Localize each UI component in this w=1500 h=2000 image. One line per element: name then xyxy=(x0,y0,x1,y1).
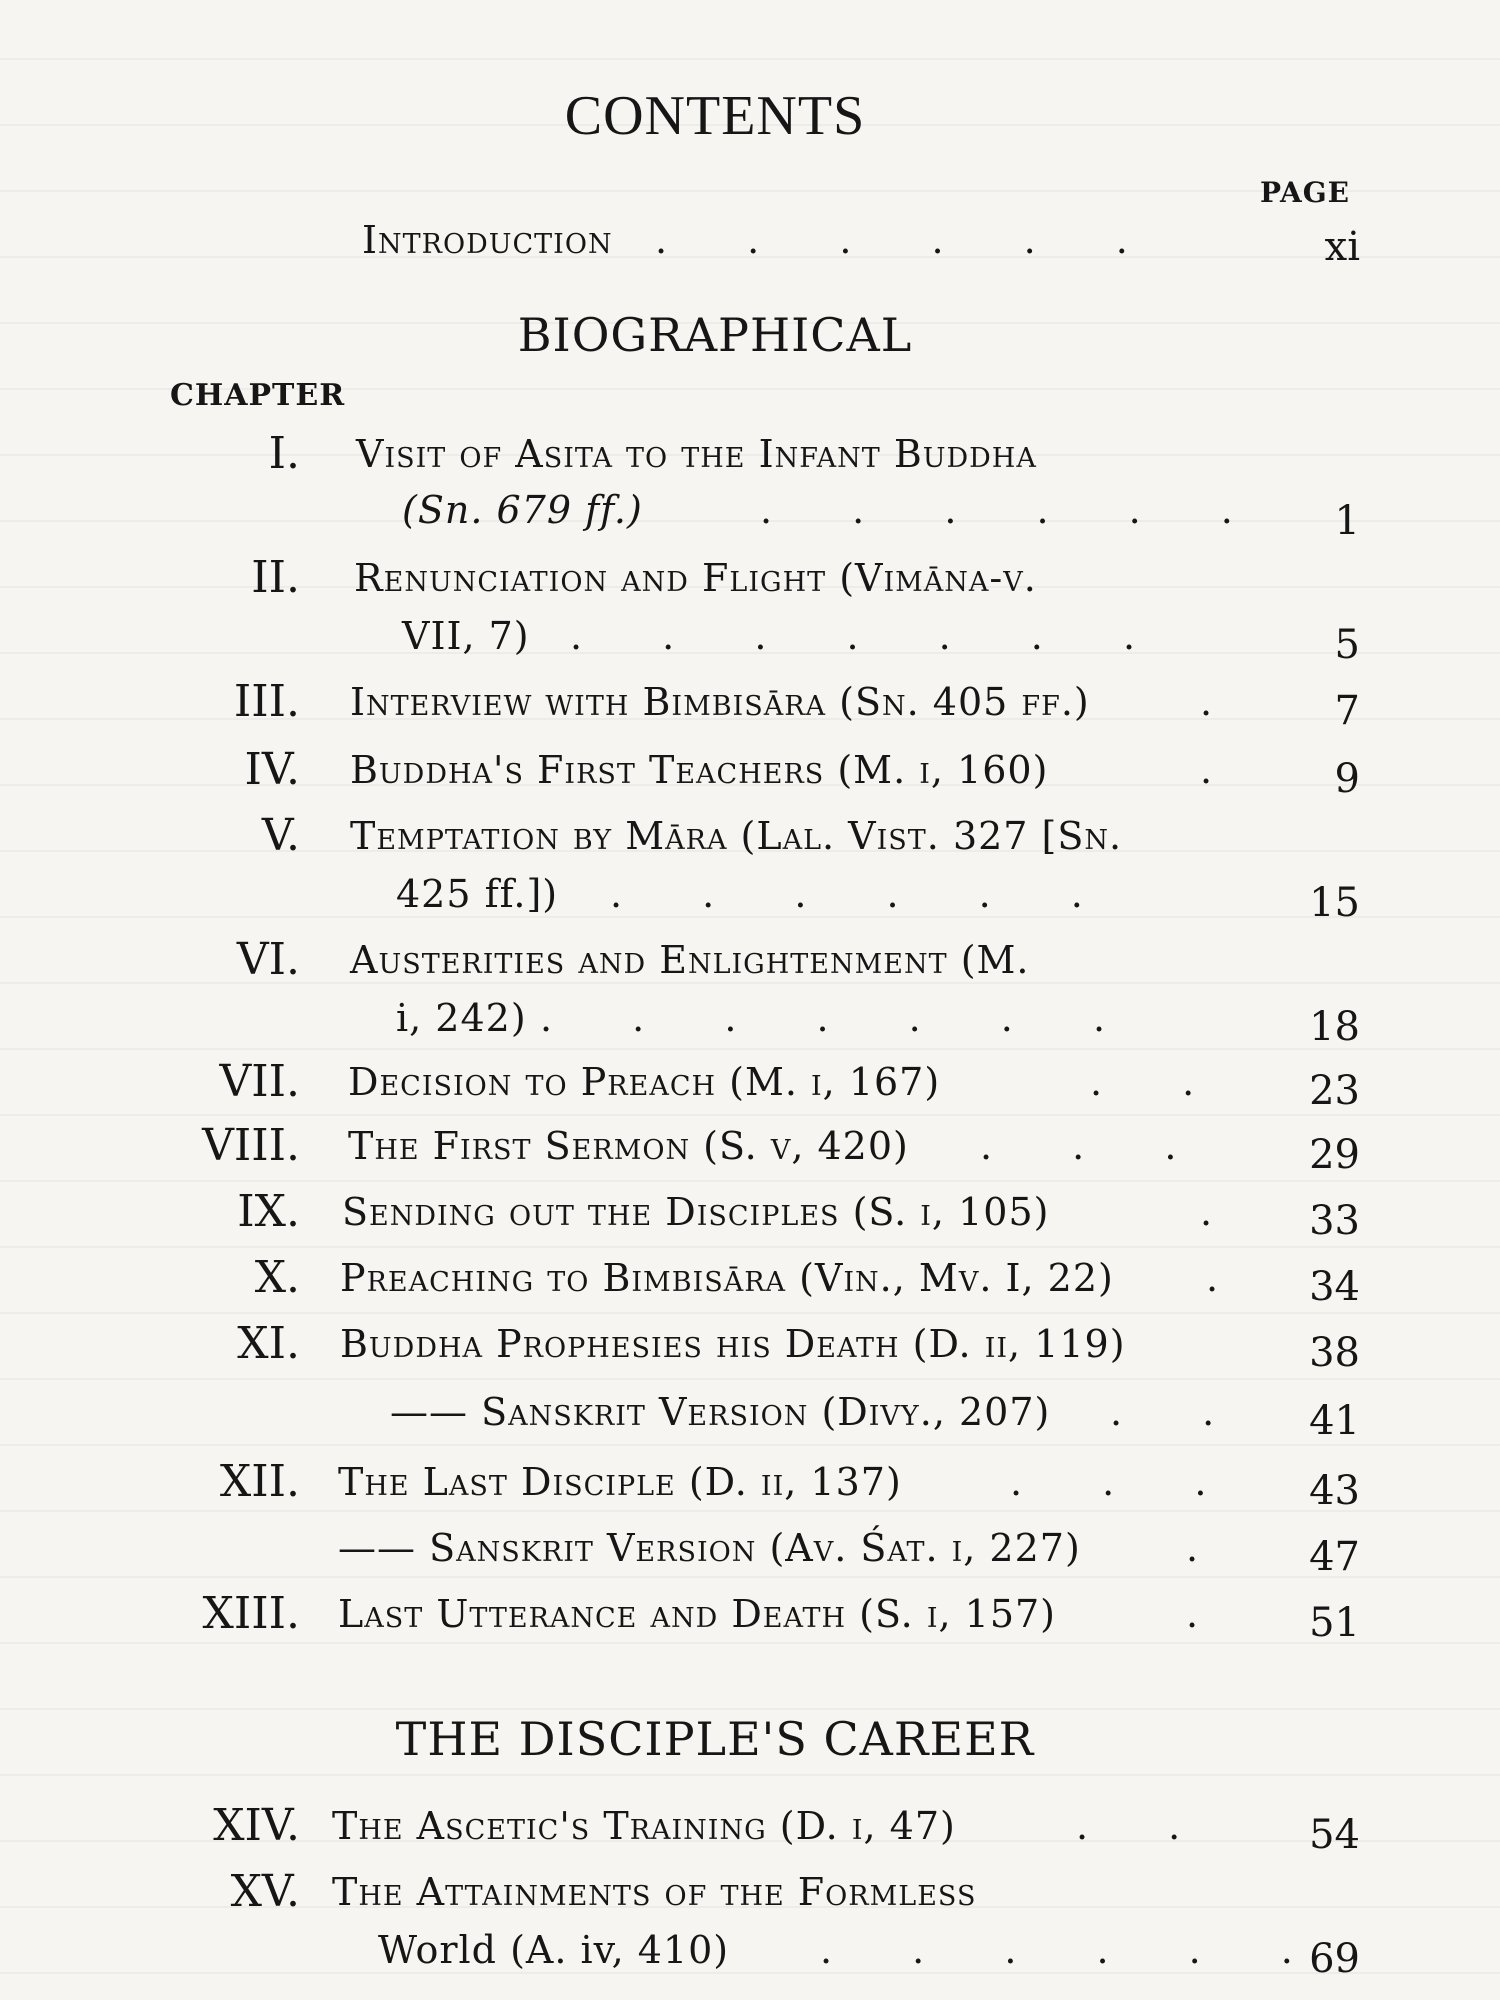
entry-title: —— Sanskrit Version (Av. Śat. i, 227) xyxy=(338,1526,1081,1570)
entry-page: 47 xyxy=(1309,1534,1360,1580)
entry-page: 18 xyxy=(1309,1004,1360,1050)
entry-title: Last Utterance and Death (S. i, 157) xyxy=(338,1592,1056,1636)
chapter-number: II. xyxy=(251,552,300,603)
chapter-number: X. xyxy=(254,1252,300,1303)
leader-dots: . xyxy=(1200,1190,1247,1234)
entry-page: 43 xyxy=(1309,1468,1360,1514)
chapter-number: XII. xyxy=(219,1456,300,1507)
chapter-number: VIII. xyxy=(202,1120,300,1171)
entry-title: Introduction xyxy=(362,218,613,262)
page-title: CONTENTS xyxy=(564,85,866,147)
leader-dots: . . . . . . xyxy=(820,1928,1327,1972)
entry-page: 51 xyxy=(1309,1600,1360,1646)
chapter-number: IX. xyxy=(237,1186,300,1237)
leader-dots: . xyxy=(1186,1526,1233,1570)
entry-title: Buddha Prophesies his Death (D. ii, 119) xyxy=(340,1322,1126,1366)
entry-page: 1 xyxy=(1334,498,1360,544)
entry-page: 23 xyxy=(1309,1068,1360,1114)
entry-title: Austerities and Enlightenment (M. xyxy=(350,938,1030,982)
leader-dots: . xyxy=(1206,1256,1253,1300)
entry-page: 34 xyxy=(1309,1264,1360,1310)
entry-title: Interview with Bimbisāra (Sn. 405 ff.) xyxy=(350,680,1090,724)
entry-title: Preaching to Bimbisāra (Vin., Mv. I, 22) xyxy=(340,1256,1114,1300)
entry-page: 5 xyxy=(1334,622,1360,668)
chapter-number: VI. xyxy=(236,934,300,985)
page-column-label: PAGE xyxy=(1260,176,1350,209)
leader-dots: . . . xyxy=(1010,1460,1241,1504)
leader-dots: . . . . . . xyxy=(610,872,1117,916)
entry-reference: 425 ff.]) xyxy=(396,872,559,916)
entry-title: Renunciation and Flight (Vimāna-v. xyxy=(354,556,1037,600)
entry-page: 33 xyxy=(1309,1198,1360,1244)
chapter-number: XIII. xyxy=(202,1588,300,1639)
section-heading-career: THE DISCIPLE'S CAREER xyxy=(395,1712,1035,1766)
section-heading-biographical: BIOGRAPHICAL xyxy=(517,308,913,362)
chapter-number: XV. xyxy=(230,1866,300,1917)
entry-title: Visit of Asita to the Infant Buddha xyxy=(356,432,1037,476)
entry-title: The Ascetic's Training (D. i, 47) xyxy=(332,1804,956,1848)
entry-page: xi xyxy=(1324,224,1360,270)
leader-dots: . . . . . . . xyxy=(540,996,1140,1040)
chapter-number: XIV. xyxy=(213,1800,300,1851)
entry-reference: i, 242) xyxy=(396,996,527,1040)
chapter-number: V. xyxy=(261,810,300,861)
chapter-column-label: CHAPTER xyxy=(170,378,346,413)
chapter-number: IV. xyxy=(244,744,300,795)
entry-page: 15 xyxy=(1309,880,1360,926)
leader-dots: . xyxy=(1186,1592,1233,1636)
leader-dots: . . . . . . xyxy=(655,218,1162,262)
entry-page: 69 xyxy=(1309,1936,1360,1982)
leader-dots: . . xyxy=(1110,1390,1249,1434)
chapter-number: XI. xyxy=(237,1318,300,1369)
entry-reference: (Sn. 679 ff.) xyxy=(402,488,643,532)
entry-title: Sending out the Disciples (S. i, 105) xyxy=(342,1190,1050,1234)
leader-dots: . . . xyxy=(980,1124,1211,1168)
leader-dots: . . . . . . xyxy=(760,488,1267,532)
entry-page: 29 xyxy=(1309,1132,1360,1178)
entry-title: The Last Disciple (D. ii, 137) xyxy=(338,1460,902,1504)
chapter-number: VII. xyxy=(219,1056,300,1107)
leader-dots: . . xyxy=(1090,1060,1229,1104)
entry-reference: VII, 7) xyxy=(402,614,530,658)
leader-dots: . xyxy=(1200,680,1247,724)
entry-title: Temptation by Māra (Lal. Vist. 327 [Sn. xyxy=(350,814,1123,858)
entry-page: 54 xyxy=(1309,1812,1360,1858)
entry-reference: World (A. iv, 410) xyxy=(378,1928,730,1972)
entry-page: 38 xyxy=(1309,1330,1360,1376)
entry-title: Decision to Preach (M. i, 167) xyxy=(348,1060,941,1104)
leader-dots: . . xyxy=(1076,1804,1215,1848)
entry-title: —— Sanskrit Version (Divy., 207) xyxy=(390,1390,1051,1434)
entry-page: 9 xyxy=(1334,756,1360,802)
chapter-number: I. xyxy=(268,428,300,479)
chapter-number: III. xyxy=(233,676,300,727)
leader-dots: . xyxy=(1200,748,1247,792)
entry-title: Buddha's First Teachers (M. i, 160) xyxy=(350,748,1049,792)
entry-page: 41 xyxy=(1309,1398,1360,1444)
entry-title: The Attainments of the Formless xyxy=(332,1870,977,1914)
entry-page: 7 xyxy=(1334,688,1360,734)
leader-dots: . . . . . . . xyxy=(570,614,1170,658)
entry-title: The First Sermon (S. v, 420) xyxy=(348,1124,909,1168)
